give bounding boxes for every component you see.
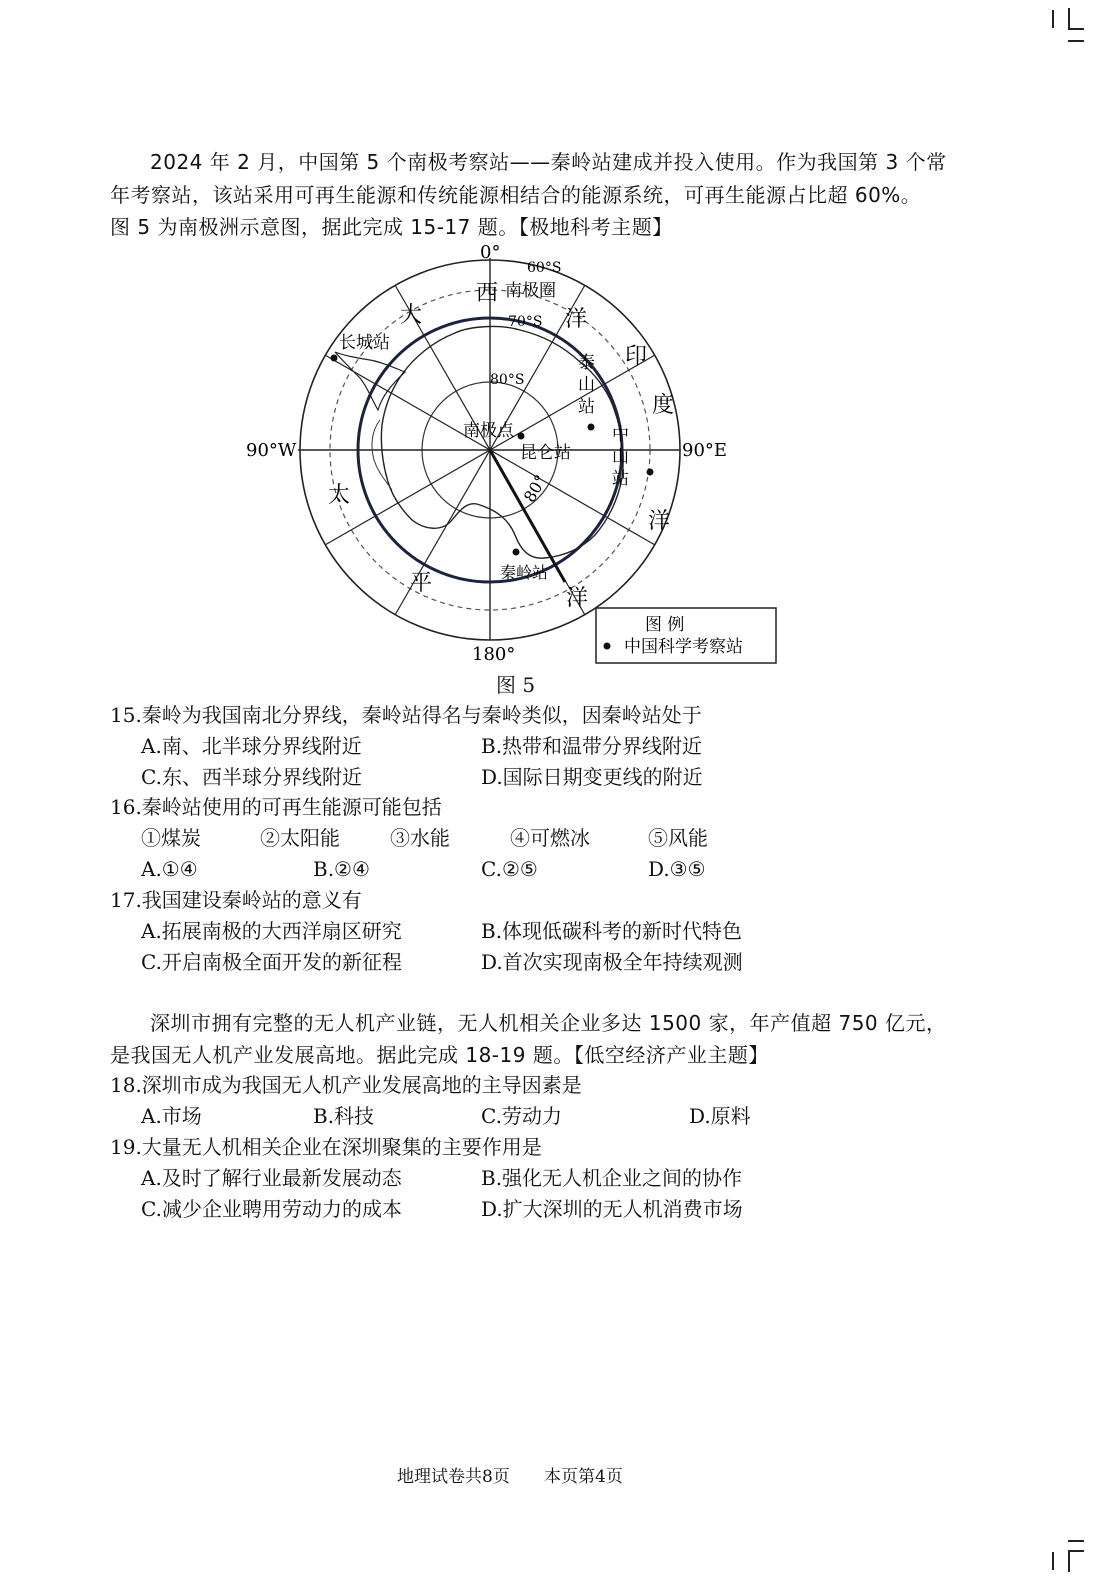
q18-stem: 18.深圳市成为我国无人机产业发展高地的主导因素是 bbox=[110, 1073, 582, 1097]
ocean-atlantic-char1: 大 bbox=[400, 303, 423, 328]
q16-item-4: ④可燃冰 bbox=[510, 826, 590, 850]
q18-option-d: D.原料 bbox=[689, 1104, 751, 1128]
label-80s: 80°S bbox=[490, 372, 525, 388]
q17-option-a: A.拓展南极的大西洋扇区研究 bbox=[141, 919, 402, 943]
label-changcheng: 长城站 bbox=[339, 333, 390, 353]
q15-stem: 15.秦岭为我国南北分界线，秦岭站得名与秦岭类似，因秦岭站处于 bbox=[110, 703, 702, 727]
antarctica-map bbox=[240, 238, 785, 668]
station-dot-zhongshan bbox=[647, 469, 654, 476]
crop-mark-top-l-horizontal bbox=[1068, 28, 1084, 30]
crop-mark-bottom-l-horizontal bbox=[1068, 1550, 1084, 1552]
q16-item-5: ⑤风能 bbox=[648, 826, 708, 850]
footer-page-number: 本页第4页 bbox=[544, 1467, 623, 1487]
figure-caption: 图 5 bbox=[496, 673, 536, 697]
ocean-pacific-char1: 太 bbox=[328, 483, 351, 508]
station-dot-changcheng bbox=[331, 355, 338, 362]
q19-option-c: C.减少企业聘用劳动力的成本 bbox=[141, 1197, 402, 1221]
label-0deg: 0° bbox=[480, 242, 501, 263]
q17-option-c: C.开启南极全面开发的新征程 bbox=[141, 950, 402, 974]
label-taishan-2: 山 bbox=[578, 375, 595, 395]
q16-option-a: A.①④ bbox=[141, 857, 198, 881]
q16-item-3: ③水能 bbox=[390, 826, 450, 850]
crop-mark-top-l-vertical bbox=[1068, 8, 1070, 30]
crop-mark-bottom-l-vertical bbox=[1068, 1550, 1070, 1572]
q15-option-c: C.东、西半球分界线附近 bbox=[141, 765, 362, 789]
label-60s: 60°S bbox=[527, 260, 562, 276]
q16-item-2: ②太阳能 bbox=[260, 826, 340, 850]
label-70s: 70°S bbox=[508, 314, 543, 330]
q18-option-b: B.科技 bbox=[313, 1104, 375, 1128]
crop-mark-top-dash bbox=[1068, 40, 1084, 42]
ocean-atlantic-char2: 西 bbox=[476, 281, 499, 306]
q18-option-c: C.劳动力 bbox=[481, 1104, 562, 1128]
q15-option-b: B.热带和温带分界线附近 bbox=[481, 734, 703, 758]
passage1-line1: 2024 年 2 月，中国第 5 个南极考察站——秦岭站建成并投入使用。作为我国第 3 个常 bbox=[150, 150, 947, 174]
q15-option-a: A.南、北半球分界线附近 bbox=[141, 734, 362, 758]
ocean-atlantic-char3: 洋 bbox=[565, 307, 588, 332]
label-zhongshan-2: 山 bbox=[612, 447, 629, 467]
label-south-pole: 南极点 bbox=[463, 421, 514, 441]
q15-option-d: D.国际日期变更线的附近 bbox=[481, 765, 703, 789]
passage2-line1: 深圳市拥有完整的无人机产业链，无人机相关企业多达 1500 家，年产值超 750 亿元， bbox=[150, 1011, 947, 1035]
q16-stem: 16.秦岭站使用的可再生能源可能包括 bbox=[110, 795, 442, 819]
station-dot-taishan bbox=[588, 424, 595, 431]
crop-mark-bottom-dash bbox=[1068, 1540, 1084, 1542]
passage2-line2: 是我国无人机产业发展高地。据此完成 18-19 题。【低空经济产业主题】 bbox=[110, 1043, 769, 1067]
q19-option-b: B.强化无人机企业之间的协作 bbox=[481, 1166, 743, 1190]
label-180deg: 180° bbox=[472, 644, 516, 665]
ocean-pacific-char3: 洋 bbox=[566, 586, 589, 611]
q16-option-b: B.②④ bbox=[313, 857, 370, 881]
legend-dot bbox=[604, 643, 611, 650]
legend-item-label: 中国科学考察站 bbox=[624, 637, 743, 657]
station-dot-kunlun bbox=[518, 433, 525, 440]
label-zhongshan-3: 站 bbox=[612, 469, 629, 489]
crop-mark-bottom-bar bbox=[1052, 1552, 1054, 1570]
passage1-line2: 年考察站，该站采用可再生能源和传统能源相结合的能源系统，可再生能源占比超 60%。 bbox=[110, 183, 922, 207]
q17-option-d: D.首次实现南极全年持续观测 bbox=[481, 950, 743, 974]
q19-option-a: A.及时了解行业最新发展动态 bbox=[141, 1166, 402, 1190]
crop-mark-top-bar bbox=[1052, 10, 1054, 28]
station-dot-qinling bbox=[513, 549, 520, 556]
q16-option-c: C.②⑤ bbox=[481, 857, 538, 881]
q18-option-a: A.市场 bbox=[141, 1104, 202, 1128]
label-taishan-3: 站 bbox=[578, 397, 595, 417]
q19-stem: 19.大量无人机相关企业在深圳聚集的主要作用是 bbox=[110, 1135, 542, 1159]
label-taishan-1: 泰 bbox=[578, 353, 595, 373]
q19-option-d: D.扩大深圳的无人机消费市场 bbox=[481, 1197, 743, 1221]
ocean-indian-char1: 印 bbox=[625, 344, 648, 369]
label-qinling: 秦岭站 bbox=[500, 563, 549, 582]
q16-item-1: ①煤炭 bbox=[141, 826, 201, 850]
ocean-pacific-char2: 平 bbox=[410, 571, 433, 596]
passage1-line3: 图 5 为南极洲示意图，据此完成 15-17 题。【极地科考主题】 bbox=[110, 215, 673, 239]
q16-option-d: D.③⑤ bbox=[648, 857, 706, 881]
ocean-indian-char3: 洋 bbox=[648, 509, 671, 534]
label-meridian-80: 80° bbox=[519, 471, 551, 506]
label-antarctic-circle: 南极圈 bbox=[505, 281, 556, 301]
q17-stem: 17.我国建设秦岭站的意义有 bbox=[110, 888, 362, 912]
legend-title: 图 例 bbox=[645, 615, 685, 635]
ocean-indian-char2: 度 bbox=[652, 393, 675, 418]
q17-option-b: B.体现低碳科考的新时代特色 bbox=[481, 919, 743, 943]
label-90e: 90°E bbox=[682, 440, 728, 461]
label-kunlun: 昆仑站 bbox=[520, 443, 571, 463]
label-90w: 90°W bbox=[246, 440, 297, 461]
footer-total-pages: 地理试卷共8页 bbox=[397, 1467, 510, 1487]
label-zhongshan-1: 中 bbox=[612, 425, 629, 445]
